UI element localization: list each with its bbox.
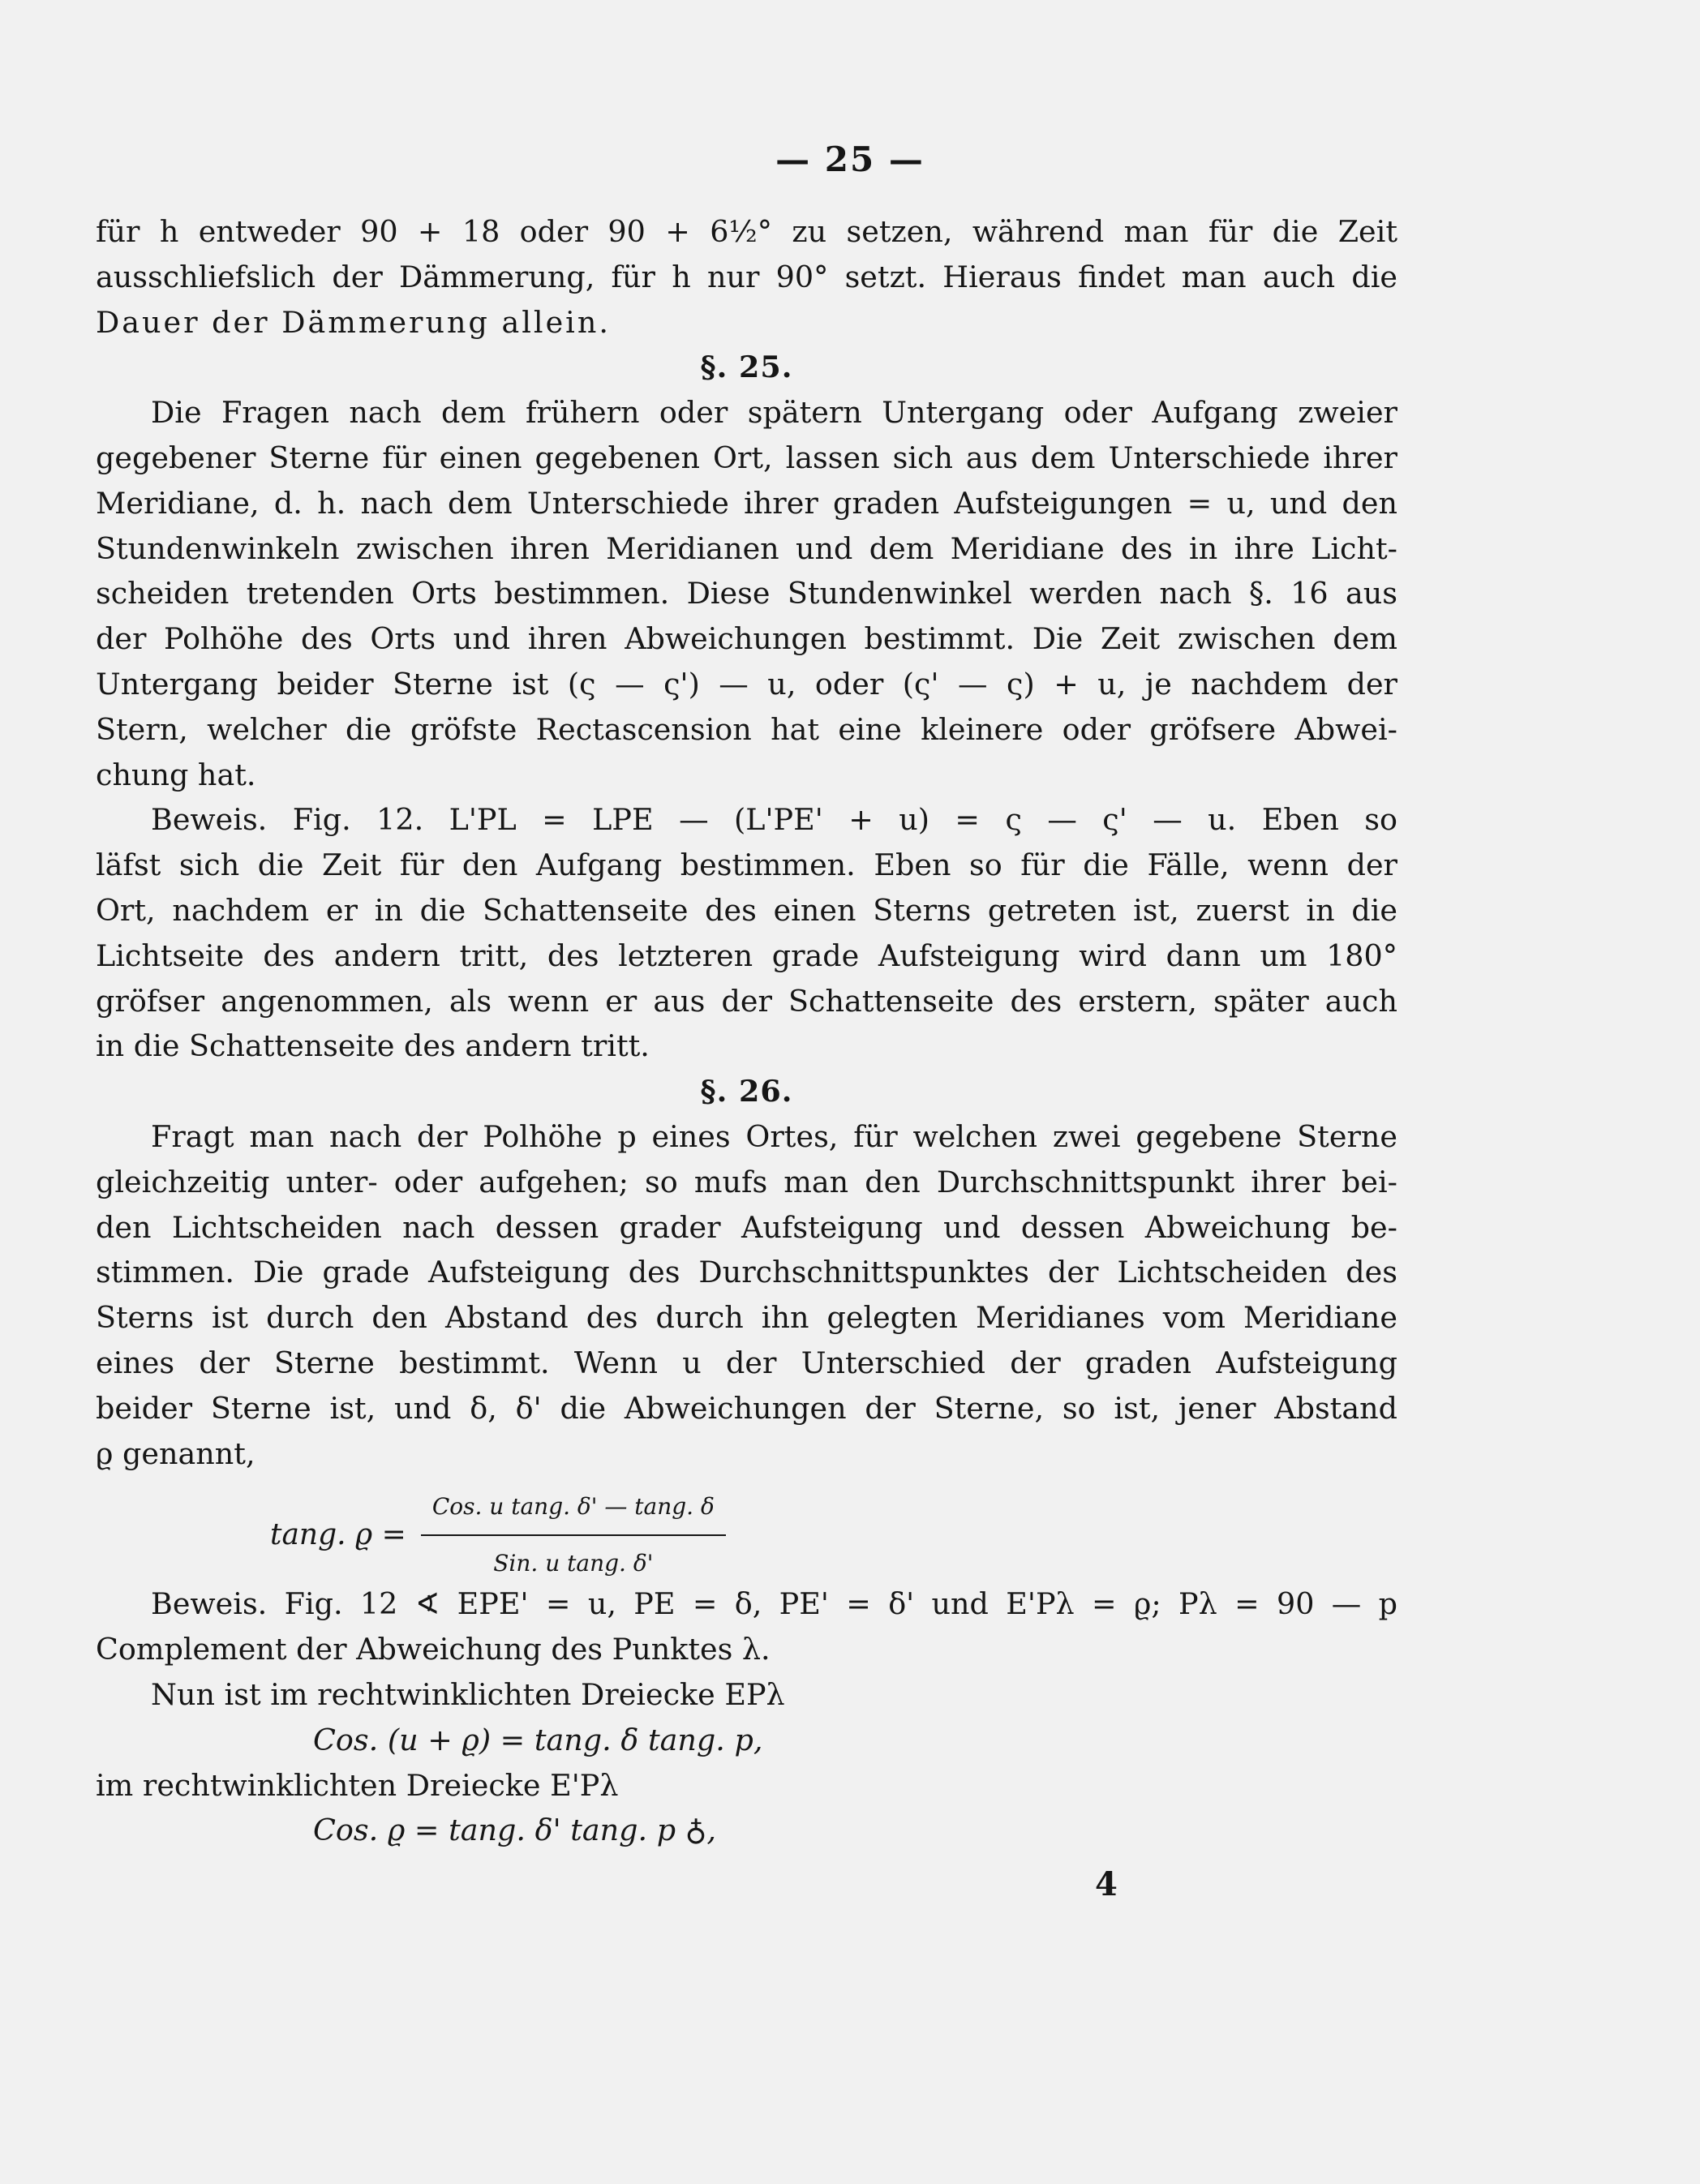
formula-denominator: Sin. u tang. δ' (493, 1550, 654, 1577)
formula-numerator: Cos. u tang. δ' — tang. δ (421, 1484, 726, 1536)
text-line: Stern, welcher die gröfste Rectascension hat eine kleinere oder gröfsere Abwei- (96, 711, 1397, 747)
text-line: eines der Sterne bestimmt. Wenn u der Unterschied der graden Aufsteigung (96, 1345, 1397, 1380)
signature-mark: 4 (1095, 1865, 1118, 1903)
text-line: gröfser angenommen, als wenn er aus der Schattenseite des erstern, später auch (96, 983, 1397, 1019)
text-line: Beweis. Fig. 12 ∢ EPE' = u, PE = δ, PE' = δ' und E'Pλ = ϱ; Pλ = 90 — p (151, 1586, 1397, 1622)
text-line: ausschliefslich der Dämmerung, für h nur 90° setzt. Hieraus findet man auch die (96, 259, 1397, 294)
formula-tang-rho (96, 1476, 1397, 1581)
section-heading-26: §. 26. (700, 1074, 793, 1109)
text-line: der Polhöhe des Orts und ihren Abweichungen bestimmt. Die Zeit zwischen dem (96, 621, 1397, 657)
text-line: gleichzeitig unter- oder aufgehen; so mufs man den Durchschnittspunkt ihrer bei- (96, 1164, 1397, 1199)
formula-fraction (421, 1484, 726, 1586)
text-line: Stundenwinkeln zwischen ihren Meridianen und dem Meridiane des in ihre Licht- (96, 530, 1397, 566)
formula (270, 1484, 726, 1586)
text-line: den Lichtscheiden nach dessen grader Aufsteigung und dessen Abweichung be- (96, 1209, 1397, 1245)
text-line: Dauer der Dämmerung allein. (96, 304, 611, 340)
text-line: chung hat. (96, 757, 256, 792)
text-line: stimmen. Die grade Aufsteigung des Durchschnittspunktes der Lichtscheiden des (96, 1255, 1397, 1290)
text-line: scheiden tretenden Orts bestimmen. Diese Stundenwinkel werden nach §. 16 aus (96, 576, 1397, 611)
text-line: Lichtseite des andern tritt, des letzteren grade Aufsteigung wird dann um 180° (96, 938, 1397, 973)
text-line: Fragt man nach der Polhöhe p eines Ortes, für welchen zwei gegebene Sterne (151, 1118, 1397, 1154)
text-line: läfst sich die Zeit für den Aufgang bestimmen. Eben so für die Fälle, wenn der (96, 847, 1397, 883)
text-line: beider Sterne ist, und δ, δ' die Abweichungen der Sterne, so ist, jener Abstand (96, 1390, 1397, 1426)
text-line: Meridiane, d. h. nach dem Unterschiede ihrer graden Aufsteigungen = u, und den (96, 485, 1397, 521)
text-line: in die Schattenseite des andern tritt. (96, 1028, 650, 1064)
text-line: Die Fragen nach dem frühern oder spätern Untergang oder Aufgang zweier (151, 395, 1397, 431)
text-line: Nun ist im rechtwinklichten Dreiecke EPλ (151, 1676, 785, 1712)
text-line: ϱ genannt, (96, 1435, 255, 1471)
text-line: gegebener Sterne für einen gegebenen Ort, lassen sich aus dem Unterschiede ihrer (96, 440, 1397, 475)
text-line: Untergang beider Sterne ist (ς — ς') — u, oder (ς' — ς) + u, je nachdem der (96, 666, 1397, 702)
page-number: — 25 — (775, 139, 925, 179)
text-line: Beweis. Fig. 12. L'PL = LPE — (L'PE' + u) = ς — ς' — u. Eben so (151, 802, 1397, 838)
text-line: für h entweder 90 + 18 oder 90 + 6½° zu setzen, während man für die Zeit (96, 214, 1397, 249)
equation-line: Cos. ϱ = tang. δ' tang. p ♁, (313, 1813, 716, 1848)
equation-line: Cos. (u + ϱ) = tang. δ tang. p, (313, 1722, 763, 1757)
text-line: Complement der Abweichung des Punktes λ. (96, 1632, 771, 1667)
section-heading-25: §. 25. (700, 350, 793, 385)
text-line: im rechtwinklichten Dreiecke E'Pλ (96, 1767, 619, 1803)
page-body (96, 209, 1397, 1853)
formula-lhs: tang. ϱ = (270, 1518, 406, 1552)
text-line: Ort, nachdem er in die Schattenseite des einen Sterns getreten ist, zuerst in die (96, 892, 1397, 928)
text-line: Sterns ist durch den Abstand des durch ihn gelegten Meridianes vom Meridiane (96, 1300, 1397, 1336)
